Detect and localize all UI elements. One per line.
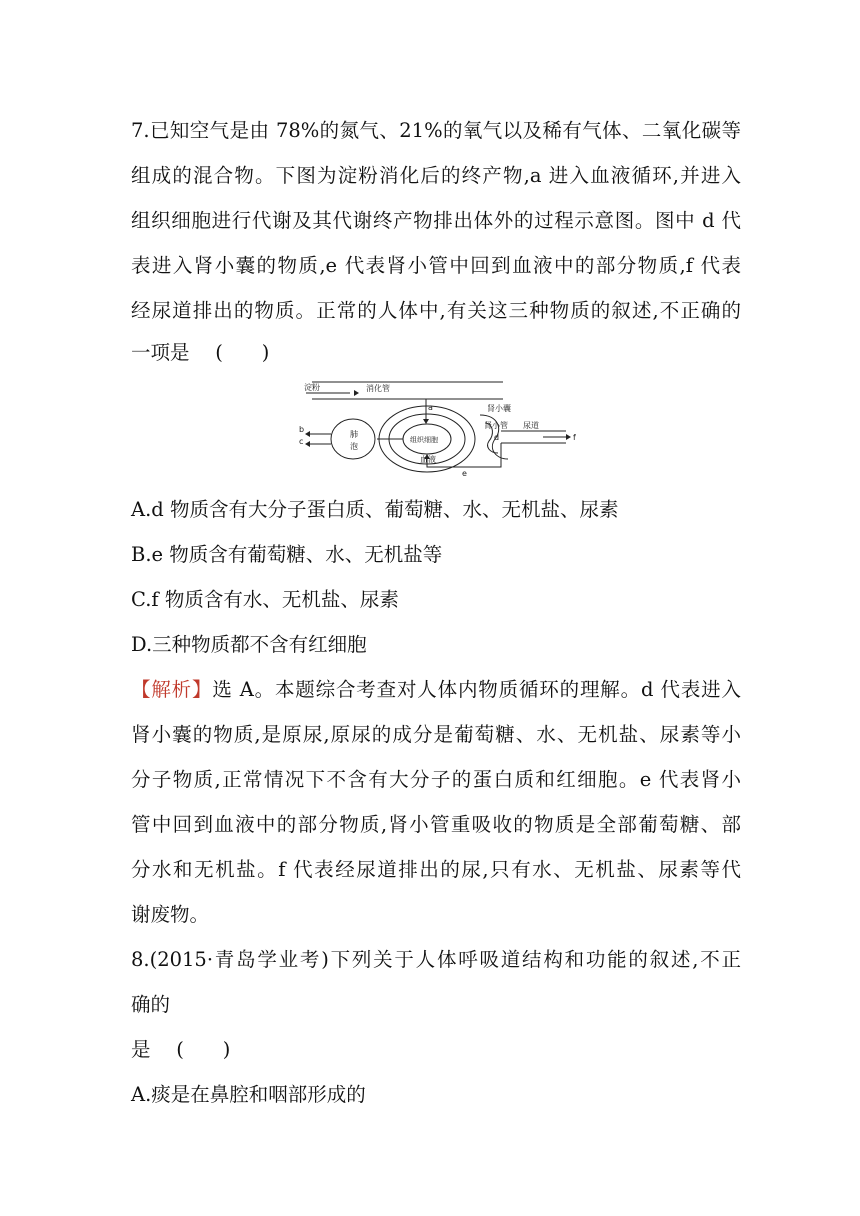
a-arrowhead	[423, 419, 429, 424]
c-arrowhead	[305, 441, 310, 447]
starch-arrowhead	[354, 390, 359, 396]
label-alveoli-1: 肺	[350, 430, 358, 439]
label-urethra: 尿道	[523, 421, 539, 430]
q7-option-b: B.e 物质含有葡萄糖、水、无机盐等	[131, 543, 443, 566]
analysis-tag: 【解析】	[131, 678, 213, 701]
label-a: a	[428, 403, 433, 412]
q7-analysis-line-6: 谢废物。	[131, 903, 210, 926]
label-digestive-tract: 消化管	[366, 384, 390, 393]
q8-option-a: A.痰是在鼻腔和咽部形成的	[131, 1083, 366, 1106]
q7-analysis-line-3: 分子物质,正常情况下不含有大分子的蛋白质和红细胞。e 代表肾小	[131, 768, 741, 791]
q8-stem-line-1: 8.(2015·青岛学业考)下列关于人体呼吸道结构和功能的叙述,不正	[131, 948, 741, 971]
label-blood: 血液	[420, 455, 436, 464]
q7-stem-line-3: 组织细胞进行代谢及其代谢终产物排出体外的过程示意图。图中 d 代	[131, 209, 741, 232]
q7-option-d: D.三种物质都不含有红细胞	[131, 633, 367, 656]
q7-analysis-line-1	[131, 678, 741, 702]
q7-stem-line-1: 7.已知空气是由 78%的氮气、21%的氧气以及稀有气体、二氧化碳等	[131, 119, 741, 142]
label-b: b	[299, 425, 305, 434]
label-f: f	[573, 433, 576, 442]
label-c: c	[299, 437, 304, 446]
q7-option-a: A.d 物质含有大分子蛋白质、葡萄糖、水、无机盐、尿素	[131, 498, 619, 521]
circulation-diagram	[298, 377, 580, 477]
q7-option-c: C.f 物质含有水、无机盐、尿素	[131, 588, 399, 611]
label-renal-tubule: 肾小管	[484, 421, 508, 430]
q7-analysis-line-5: 分水和无机盐。f 代表经尿道排出的尿,只有水、无机盐、尿素等代	[131, 858, 741, 881]
f-arrowhead	[566, 434, 571, 440]
label-alveoli-2: 泡	[350, 442, 358, 451]
alveoli-shape	[331, 419, 375, 459]
q7-stem-line-4: 表进入肾小囊的物质,e 代表肾小管中回到血液中的部分物质,f 代表	[131, 254, 741, 277]
q8-stem-line-3: 是 ( )	[131, 1038, 231, 1061]
q7-analysis-line-2: 肾小囊的物质,是原尿,原尿的成分是葡萄糖、水、无机盐、尿素等小	[131, 723, 741, 746]
q7-analysis-line-4: 管中回到血液中的部分物质,肾小管重吸收的物质是全部葡萄糖、部	[131, 813, 741, 836]
b-arrowhead	[305, 431, 310, 437]
q7-stem-line-6: 一项是 ( )	[131, 341, 270, 364]
label-d: d	[494, 433, 500, 442]
analysis-text-1: 选 A。本题综合考查对人体内物质循环的理解。d 代表进入	[212, 678, 741, 701]
label-starch: 淀粉	[304, 383, 320, 392]
q7-stem-line-2: 组成的混合物。下图为淀粉消化后的终产物,a 进入血液循环,并进入	[131, 164, 741, 187]
q8-stem-line-2: 确的	[131, 993, 171, 1016]
label-tissue-cell: 组织细胞	[410, 436, 438, 444]
label-bowmans-capsule: 肾小囊	[487, 404, 511, 413]
q7-stem-line-5: 经尿道排出的物质。正常的人体中,有关这三种物质的叙述,不正确的	[131, 299, 741, 322]
label-e: e	[462, 469, 467, 477]
